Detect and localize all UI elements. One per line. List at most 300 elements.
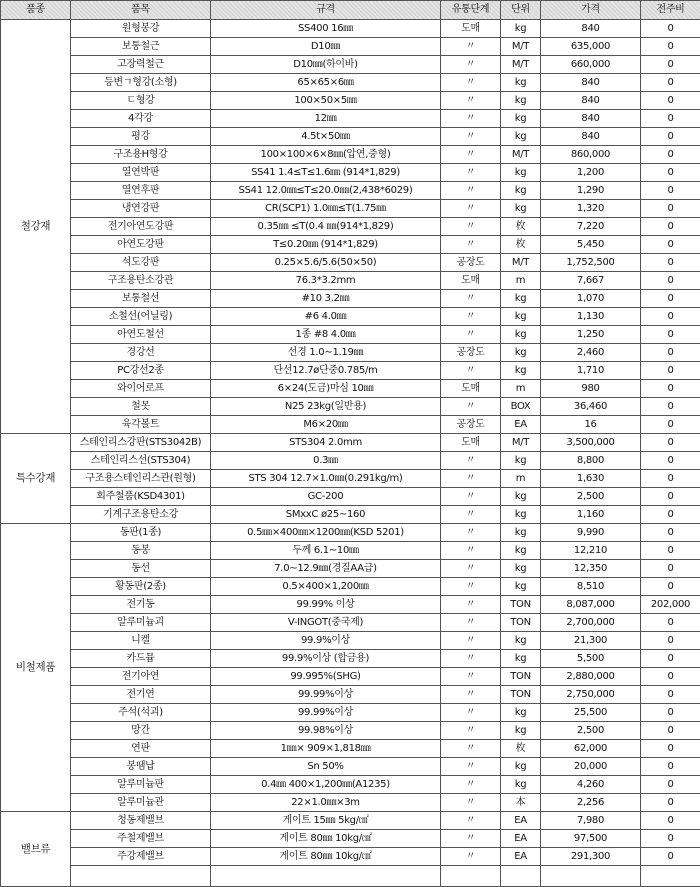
price-cell: 36,460 [541, 398, 641, 416]
stage-cell: 〃 [441, 686, 501, 704]
unit-cell: m [501, 470, 541, 488]
change-cell: 0 [641, 488, 700, 506]
price-cell: 7,667 [541, 272, 641, 290]
change-cell: 0 [641, 632, 700, 650]
item-cell: 아연도철선 [71, 326, 211, 344]
change-cell: 0 [641, 794, 700, 812]
table-row [1, 578, 700, 596]
table-row [1, 560, 700, 578]
stage-cell: 〃 [441, 668, 501, 686]
unit-cell: TON [501, 686, 541, 704]
unit-cell: kg [501, 524, 541, 542]
price-cell: 291,300 [541, 848, 641, 866]
item-cell: PC강선2종 [71, 362, 211, 380]
stage-cell: 〃 [441, 722, 501, 740]
item-cell: 경강선 [71, 344, 211, 362]
change-cell: 0 [641, 20, 700, 38]
stage-cell: 〃 [441, 758, 501, 776]
stage-cell: 도매 [441, 434, 501, 452]
unit-cell: kg [501, 164, 541, 182]
spec-cell: GC-200 [211, 488, 441, 506]
price-cell: 840 [541, 110, 641, 128]
stage-cell: 〃 [441, 74, 501, 92]
change-cell: 0 [641, 524, 700, 542]
table-row [1, 668, 700, 686]
header-spec: 규격 [211, 1, 441, 20]
stage-cell: 도매 [441, 20, 501, 38]
spec-cell: 게이트 80㎜ 10kg/㎠ [211, 848, 441, 866]
change-cell: 202,000 [641, 596, 700, 614]
item-cell: 열연후판 [71, 182, 211, 200]
price-cell: 1,752,500 [541, 254, 641, 272]
change-cell: 0 [641, 848, 700, 866]
stage-cell: 〃 [441, 596, 501, 614]
unit-cell: kg [501, 452, 541, 470]
change-cell: 0 [641, 416, 700, 434]
spec-cell: 100×50×5㎜ [211, 92, 441, 110]
stage-cell: 공장도 [441, 416, 501, 434]
price-cell: 2,460 [541, 344, 641, 362]
category-cell: 특수강재 [1, 434, 71, 524]
stage-cell: 공장도 [441, 344, 501, 362]
price-cell: 7,980 [541, 812, 641, 830]
spec-cell: 선경 1.0∼1.19㎜ [211, 344, 441, 362]
table-row [1, 398, 700, 416]
unit-cell: m [501, 380, 541, 398]
price-cell: 1,250 [541, 326, 641, 344]
change-cell [641, 866, 700, 887]
item-cell: 등변ㄱ형강(소형) [71, 74, 211, 92]
unit-cell: kg [501, 704, 541, 722]
spec-cell: #6 4.0㎜ [211, 308, 441, 326]
spec-cell: 두께 6.1∼10㎜ [211, 542, 441, 560]
unit-cell: kg [501, 182, 541, 200]
item-cell: 봉땜납 [71, 758, 211, 776]
change-cell: 0 [641, 110, 700, 128]
change-cell: 0 [641, 398, 700, 416]
price-cell: 1,290 [541, 182, 641, 200]
table-row [1, 164, 700, 182]
spec-cell: 6×24(도금)마심 10㎜ [211, 380, 441, 398]
unit-cell: kg [501, 20, 541, 38]
unit-cell: EA [501, 848, 541, 866]
change-cell: 0 [641, 92, 700, 110]
item-cell: 아연도강판 [71, 236, 211, 254]
item-cell: 철못 [71, 398, 211, 416]
unit-cell: kg [501, 200, 541, 218]
stage-cell: 〃 [441, 524, 501, 542]
header-price: 가격 [541, 1, 641, 20]
price-cell: 840 [541, 128, 641, 146]
unit-cell: TON [501, 668, 541, 686]
price-cell: 97,500 [541, 830, 641, 848]
item-cell: 전기아연 [71, 668, 211, 686]
change-cell: 0 [641, 182, 700, 200]
change-cell: 0 [641, 308, 700, 326]
table-row [1, 146, 700, 164]
spec-cell: 7.0∼12.9㎜(경질AA급) [211, 560, 441, 578]
stage-cell: 〃 [441, 362, 501, 380]
item-cell: 열연박판 [71, 164, 211, 182]
price-cell: 8,800 [541, 452, 641, 470]
table-row [1, 20, 700, 38]
item-cell: 주강제밸브 [71, 848, 211, 866]
stage-cell: 〃 [441, 218, 501, 236]
table-row [1, 488, 700, 506]
item-cell: 기계구조용탄소강 [71, 506, 211, 524]
price-cell: 2,750,000 [541, 686, 641, 704]
price-cell: 660,000 [541, 56, 641, 74]
spec-cell: M6×20㎜ [211, 416, 441, 434]
price-cell: 860,000 [541, 146, 641, 164]
change-cell: 0 [641, 290, 700, 308]
item-cell: 육각볼트 [71, 416, 211, 434]
unit-cell: kg [501, 722, 541, 740]
item-cell: 원형봉강 [71, 20, 211, 38]
change-cell: 0 [641, 776, 700, 794]
stage-cell: 〃 [441, 830, 501, 848]
price-cell: 5,500 [541, 650, 641, 668]
spec-cell: STS304 2.0mm [211, 434, 441, 452]
unit-cell: kg [501, 560, 541, 578]
header-unit: 단위 [501, 1, 541, 20]
unit-cell: kg [501, 326, 541, 344]
table-row [1, 362, 700, 380]
unit-cell: kg [501, 488, 541, 506]
table-row [1, 650, 700, 668]
table-row [1, 74, 700, 92]
change-cell: 0 [641, 200, 700, 218]
spec-cell: 0.5㎜×400㎜×1200㎜(KSD 5201) [211, 524, 441, 542]
price-cell: 12,350 [541, 560, 641, 578]
change-cell: 0 [641, 722, 700, 740]
stage-cell: 〃 [441, 776, 501, 794]
unit-cell: kg [501, 110, 541, 128]
table-row [1, 470, 700, 488]
item-cell: 알루미늄관 [71, 794, 211, 812]
change-cell: 0 [641, 452, 700, 470]
spec-cell: 1㎜× 909×1,818㎜ [211, 740, 441, 758]
stage-cell: 〃 [441, 146, 501, 164]
spec-cell: Sn 50% [211, 758, 441, 776]
table-row [1, 614, 700, 632]
item-cell: 카드뮴 [71, 650, 211, 668]
price-cell: 635,000 [541, 38, 641, 56]
price-cell: 1,070 [541, 290, 641, 308]
unit-cell: 枚 [501, 236, 541, 254]
table-row [1, 776, 700, 794]
item-cell: 알루미늄괴 [71, 614, 211, 632]
table-row [1, 326, 700, 344]
table-row [1, 56, 700, 74]
stage-cell: 〃 [441, 704, 501, 722]
unit-cell [501, 866, 541, 887]
spec-cell: 단선12.7ø단중0.785/m [211, 362, 441, 380]
spec-cell: N25 23kg(일반용) [211, 398, 441, 416]
change-cell: 0 [641, 164, 700, 182]
table-row [1, 740, 700, 758]
change-cell: 0 [641, 128, 700, 146]
spec-cell: 게이트 80㎜ 10kg/㎠ [211, 830, 441, 848]
unit-cell: M/T [501, 254, 541, 272]
stage-cell: 〃 [441, 308, 501, 326]
change-cell: 0 [641, 506, 700, 524]
table-row [1, 866, 700, 887]
change-cell: 0 [641, 668, 700, 686]
change-cell: 0 [641, 812, 700, 830]
change-cell: 0 [641, 56, 700, 74]
price-cell: 21,300 [541, 632, 641, 650]
spec-cell: 0.4㎜ 400×1,200㎜(A1235) [211, 776, 441, 794]
price-cell: 7,220 [541, 218, 641, 236]
spec-cell: #10 3.2㎜ [211, 290, 441, 308]
item-cell: 와이어로프 [71, 380, 211, 398]
unit-cell: EA [501, 812, 541, 830]
unit-cell: kg [501, 758, 541, 776]
stage-cell: 〃 [441, 470, 501, 488]
table-row [1, 380, 700, 398]
price-cell: 9,990 [541, 524, 641, 542]
unit-cell: M/T [501, 146, 541, 164]
unit-cell: kg [501, 578, 541, 596]
table-row [1, 686, 700, 704]
spec-cell: 12㎜ [211, 110, 441, 128]
table-row [1, 218, 700, 236]
table-row [1, 200, 700, 218]
change-cell: 0 [641, 272, 700, 290]
price-cell: 4,260 [541, 776, 641, 794]
price-cell: 20,000 [541, 758, 641, 776]
price-cell: 1,320 [541, 200, 641, 218]
table-row [1, 812, 700, 830]
stage-cell: 〃 [441, 614, 501, 632]
unit-cell: 枚 [501, 218, 541, 236]
change-cell: 0 [641, 344, 700, 362]
spec-cell: 99.995%(SHG) [211, 668, 441, 686]
price-cell: 25,500 [541, 704, 641, 722]
item-cell: 청동제밸브 [71, 812, 211, 830]
price-cell: 2,700,000 [541, 614, 641, 632]
table-row [1, 290, 700, 308]
stage-cell: 〃 [441, 38, 501, 56]
stage-cell: 〃 [441, 506, 501, 524]
price-cell: 2,500 [541, 722, 641, 740]
spec-cell: 0.5×400×1,200㎜ [211, 578, 441, 596]
unit-cell: kg [501, 506, 541, 524]
unit-cell: kg [501, 650, 541, 668]
change-cell: 0 [641, 758, 700, 776]
price-cell: 2,500 [541, 488, 641, 506]
item-cell: 4각강 [71, 110, 211, 128]
table-row [1, 110, 700, 128]
table-row [1, 434, 700, 452]
item-cell: 전기동 [71, 596, 211, 614]
change-cell: 0 [641, 614, 700, 632]
stage-cell: 〃 [441, 110, 501, 128]
table-row [1, 704, 700, 722]
stage-cell: 〃 [441, 542, 501, 560]
spec-cell: 99.98%이상 [211, 722, 441, 740]
unit-cell: TON [501, 596, 541, 614]
spec-cell: 99.99% 이상 [211, 596, 441, 614]
stage-cell: 〃 [441, 488, 501, 506]
table-row [1, 758, 700, 776]
table-row [1, 128, 700, 146]
stage-cell: 도매 [441, 380, 501, 398]
item-cell: 전기아연도강판 [71, 218, 211, 236]
spec-cell: 0.3㎜ [211, 452, 441, 470]
item-cell: 동봉 [71, 542, 211, 560]
change-cell: 0 [641, 470, 700, 488]
item-cell: 알루미늄판 [71, 776, 211, 794]
change-cell: 0 [641, 38, 700, 56]
item-cell: 동선 [71, 560, 211, 578]
stage-cell: 〃 [441, 200, 501, 218]
spec-cell: SMxxC ø25∼160 [211, 506, 441, 524]
unit-cell: EA [501, 416, 541, 434]
table-row [1, 254, 700, 272]
category-cell: 비철제품 [1, 524, 71, 812]
unit-cell: M/T [501, 38, 541, 56]
spec-cell: 0.35㎜ ≤T(0.4 ㎜(914*1,829) [211, 218, 441, 236]
stage-cell: 〃 [441, 578, 501, 596]
change-cell: 0 [641, 362, 700, 380]
table-row [1, 452, 700, 470]
category-cell: 철강재 [1, 20, 71, 434]
item-cell: 스테인리스선(STS304) [71, 452, 211, 470]
item-cell: 전기연 [71, 686, 211, 704]
stage-cell: 〃 [441, 398, 501, 416]
change-cell: 0 [641, 560, 700, 578]
price-cell: 1,200 [541, 164, 641, 182]
stage-cell: 〃 [441, 812, 501, 830]
table-row [1, 632, 700, 650]
table-row [1, 344, 700, 362]
item-cell: ㄷ형강 [71, 92, 211, 110]
price-cell: 8,087,000 [541, 596, 641, 614]
unit-cell: kg [501, 128, 541, 146]
table-row [1, 272, 700, 290]
change-cell: 0 [641, 578, 700, 596]
unit-cell: kg [501, 290, 541, 308]
stage-cell: 〃 [441, 794, 501, 812]
item-cell: 동판(1종) [71, 524, 211, 542]
stage-cell: 〃 [441, 848, 501, 866]
change-cell: 0 [641, 254, 700, 272]
price-cell: 62,000 [541, 740, 641, 758]
stage-cell: 〃 [441, 56, 501, 74]
change-cell: 0 [641, 236, 700, 254]
price-cell: 840 [541, 74, 641, 92]
spec-cell: 65×65×6㎜ [211, 74, 441, 92]
stage-cell: 〃 [441, 560, 501, 578]
price-cell: 2,256 [541, 794, 641, 812]
item-cell: 소철선(어닐링) [71, 308, 211, 326]
price-cell: 840 [541, 92, 641, 110]
price-cell: 2,880,000 [541, 668, 641, 686]
item-cell: 구조용H형강 [71, 146, 211, 164]
item-cell: 주석(석괴) [71, 704, 211, 722]
spec-cell: SS41 12.0㎜≤T≤20.0㎜(2,438*6029) [211, 182, 441, 200]
spec-cell: 99.99%이상 [211, 704, 441, 722]
spec-cell: 0.25×5.6/5.6(50×50) [211, 254, 441, 272]
price-cell: 16 [541, 416, 641, 434]
item-cell: 보통철선 [71, 290, 211, 308]
stage-cell: 〃 [441, 92, 501, 110]
price-cell: 1,160 [541, 506, 641, 524]
unit-cell: kg [501, 92, 541, 110]
change-cell: 0 [641, 830, 700, 848]
table-row [1, 542, 700, 560]
header-change: 전주비 [641, 1, 700, 20]
change-cell: 0 [641, 380, 700, 398]
price-cell: 980 [541, 380, 641, 398]
price-cell: 1,710 [541, 362, 641, 380]
price-cell: 840 [541, 20, 641, 38]
item-cell [71, 866, 211, 887]
unit-cell: 枚 [501, 740, 541, 758]
unit-cell: kg [501, 362, 541, 380]
unit-cell: 本 [501, 794, 541, 812]
spec-cell: 99.99%이상 [211, 686, 441, 704]
spec-cell: STS 304 12.7×1.0㎜(0.291kg/m) [211, 470, 441, 488]
change-cell: 0 [641, 326, 700, 344]
price-cell: 5,450 [541, 236, 641, 254]
spec-cell: 4.5t×50㎜ [211, 128, 441, 146]
stage-cell: 〃 [441, 326, 501, 344]
spec-cell: 99.9%이상 (합금용) [211, 650, 441, 668]
change-cell: 0 [641, 704, 700, 722]
change-cell: 0 [641, 542, 700, 560]
stage-cell: 〃 [441, 452, 501, 470]
stage-cell: 〃 [441, 290, 501, 308]
unit-cell: EA [501, 830, 541, 848]
unit-cell: kg [501, 308, 541, 326]
item-cell: 구조용탄소강관 [71, 272, 211, 290]
unit-cell: kg [501, 542, 541, 560]
spec-cell: 76.3*3.2mm [211, 272, 441, 290]
price-cell: 1,630 [541, 470, 641, 488]
price-cell [541, 866, 641, 887]
table-row [1, 182, 700, 200]
unit-cell: m [501, 272, 541, 290]
item-cell: 고장력철근 [71, 56, 211, 74]
spec-cell: D10㎜ [211, 38, 441, 56]
change-cell: 0 [641, 434, 700, 452]
spec-cell: 100×100×6×8㎜(압연,중형) [211, 146, 441, 164]
stage-cell: 〃 [441, 182, 501, 200]
spec-cell: 게이트 15㎜ 5kg/㎠ [211, 812, 441, 830]
item-cell: 평강 [71, 128, 211, 146]
header-item: 품목 [71, 1, 211, 20]
stage-cell [441, 866, 501, 887]
table-body [1, 20, 700, 887]
item-cell: 망간 [71, 722, 211, 740]
spec-cell: SS41 1.4≤T≤1.6㎜ (914*1,829) [211, 164, 441, 182]
change-cell: 0 [641, 74, 700, 92]
header-stage: 유통단계 [441, 1, 501, 20]
stage-cell: 공장도 [441, 254, 501, 272]
item-cell: 구조용스테인리스관(원형) [71, 470, 211, 488]
spec-cell: SS400 16㎜ [211, 20, 441, 38]
unit-cell: kg [501, 776, 541, 794]
table-row [1, 506, 700, 524]
change-cell: 0 [641, 650, 700, 668]
unit-cell: kg [501, 632, 541, 650]
price-cell: 1,130 [541, 308, 641, 326]
spec-cell [211, 866, 441, 887]
table-row [1, 794, 700, 812]
